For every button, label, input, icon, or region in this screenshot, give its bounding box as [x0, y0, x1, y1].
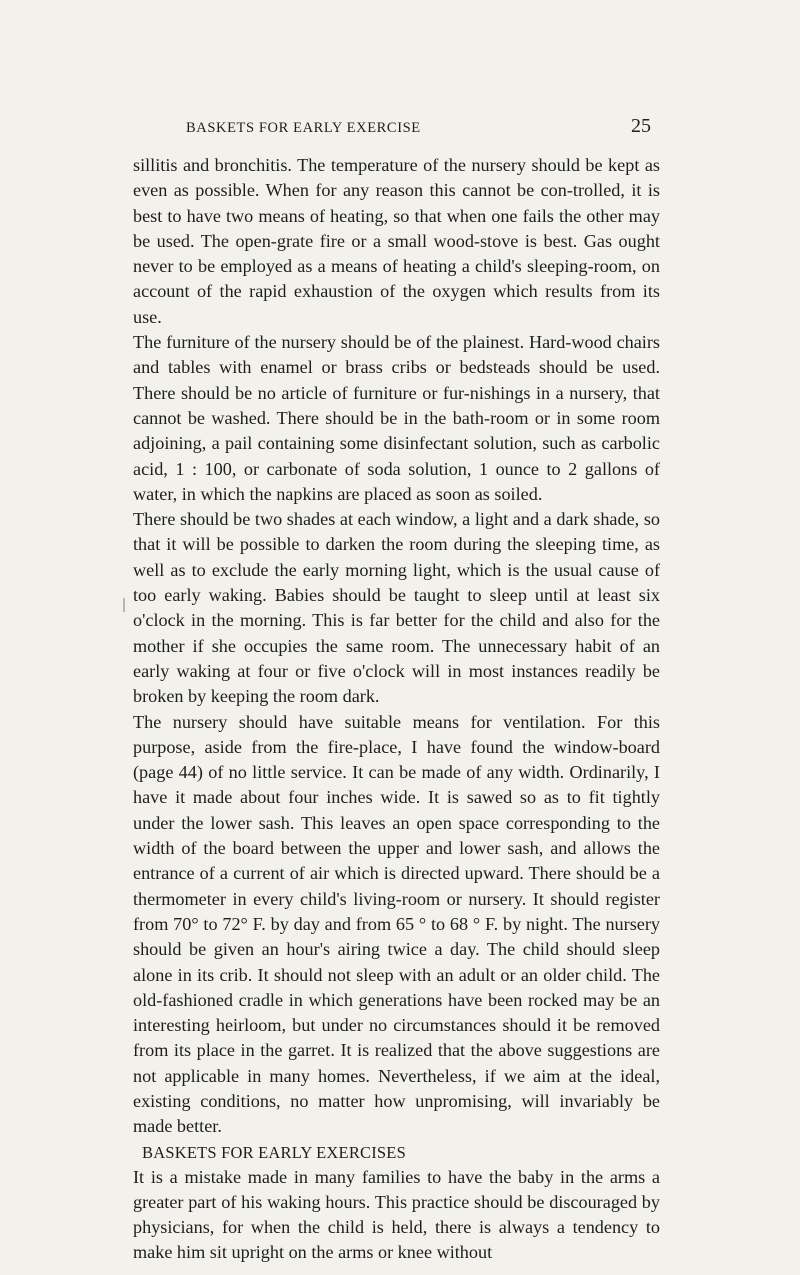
running-head	[0, 117, 800, 139]
paragraph-furniture: The furniture of the nursery should be of the plainest. Hard-wood chairs and tables with enamel or brass cribs or bedsteads should be used. There should be no article of furniture or fur-nishings in a nursery, that cannot be washed. There should be in the bath-room or in some room adjoining, a pail containing some disinfectant solution, such as carbolic acid, 1 : 100, or carbonate of soda solution, 1 ounce to 2 gallons of water, in which the napkins are placed as soon as soiled.	[133, 332, 660, 504]
section-heading: BASKETS FOR EARLY EXERCISES	[142, 1142, 406, 1162]
paragraph-heating: sillitis and bronchitis. The temperature of the nursery should be kept as even as possible. When for any reason this cannot be con-trolled, it is best to have two means of heating, so that when one fails the other may be used. The open-grate fire or a small wood-stove is best. Gas ought never to be employed as a means of heating a child's sleeping-room, on account of the rapid exhaustion of the oxygen which results from its use.	[133, 155, 660, 327]
paragraph-ventilation: The nursery should have suitable means for ventilation. For this purpose, aside from the fire-place, I have found the window-board (page 44) of no little service. It can be made of any width. Ordinarily, I have it made about four inches wide. It is sawed so as to fit tightly under the lower sash. This leaves an open space corresponding to the width of the board between the upper and lower sash, and allows the entrance of a current of air which is directed upward. There should be a thermometer in every child's living-room or nursery. It should register from 70° to 72° F. by day and from 65 ° to 68 ° F. by night. The nursery should be given an hour's airing twice a day. The child should sleep alone in its crib. It should not sleep with an adult or an older child. The old-fashioned cradle in which generations have been rocked may be an interesting heirloom, but under no circumstances should it be removed from its place in the garret. It is realized that the above suggestions are not applicable in many homes. Nevertheless, if we aim at the ideal, existing conditions, no matter how unpromising, will invariably be made better.	[133, 711, 660, 1137]
paragraph-shades: There should be two shades at each window, a light and a dark shade, so that it will be possible to darken the room during the sleeping time, as well as to exclude the early morning light, which is the usual cause of too early waking. Babies should be taught to sleep until at least six o'clock in the morning. This is far better for the child and also for the mother if she occupies the same room. The unnecessary habit of an early waking at four or five o'clock will in most instances readily be broken by keeping the room dark.	[133, 509, 660, 707]
running-head-title: BASKETS FOR EARLY EXERCISE	[186, 120, 421, 136]
page-number: 25	[631, 115, 651, 137]
body-text	[133, 153, 660, 1266]
paragraph-early-exercise: It is a mistake made in many families to have the baby in the arms a greater part of his waking hours. This practice should be discouraged by physicians, for when the child is held, there is always a tendency to make him sit upright on the arms or knee without	[133, 1166, 660, 1263]
print-speck	[123, 598, 125, 612]
